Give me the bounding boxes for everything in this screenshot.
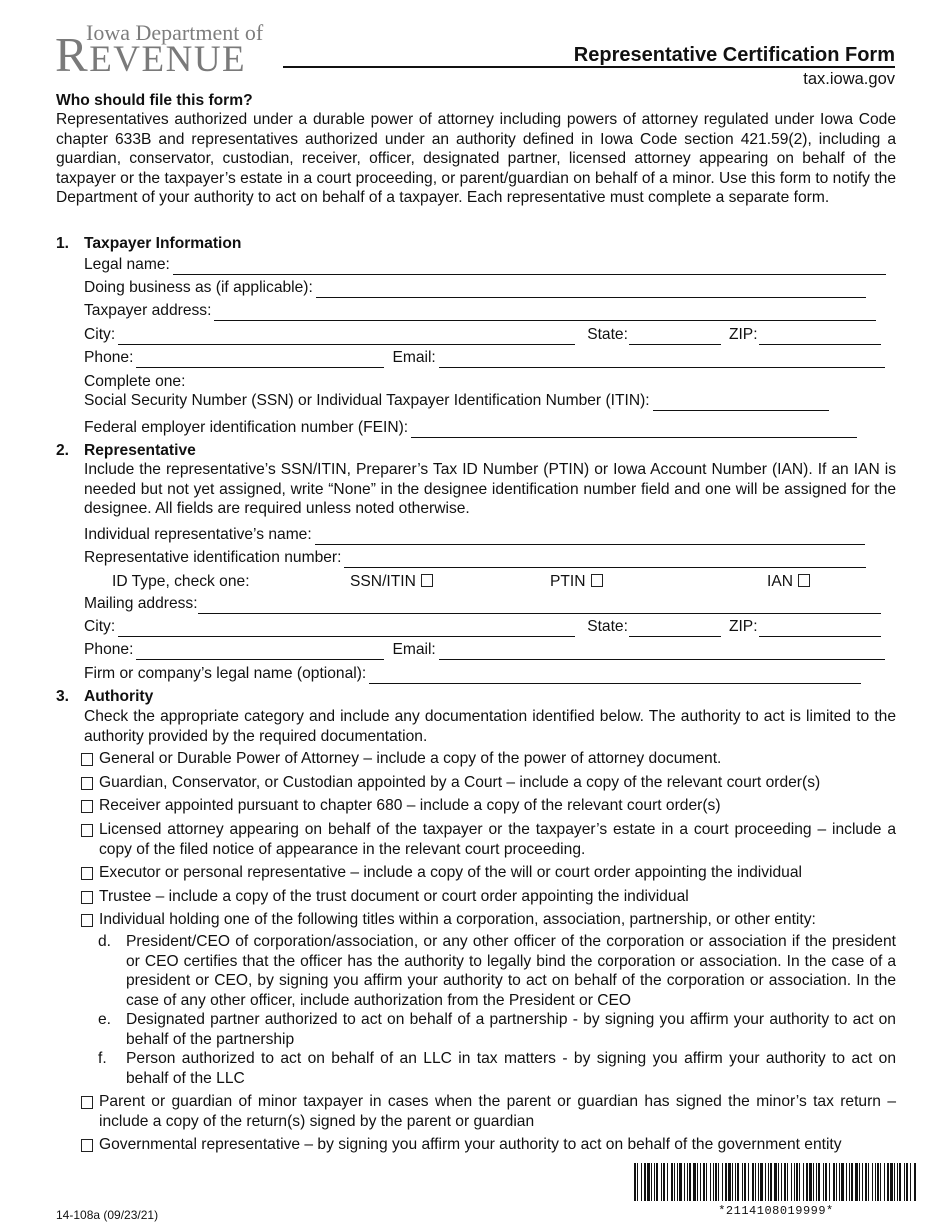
barcode-bar <box>904 1163 905 1201</box>
barcode-bar <box>654 1163 655 1201</box>
barcode-bar <box>803 1163 804 1201</box>
mailing-address-row <box>84 594 881 614</box>
barcode-bar <box>748 1163 749 1201</box>
barcode-bar <box>700 1163 701 1201</box>
checkbox-icon[interactable] <box>81 891 93 904</box>
barcode-bar <box>755 1163 756 1201</box>
ssn-itin-row <box>84 391 829 411</box>
barcode-bar <box>663 1163 665 1201</box>
agency-logo-rest: EVENUE <box>89 39 247 80</box>
barcode-bar <box>859 1163 860 1201</box>
barcode-bar <box>728 1163 731 1201</box>
authority-option-label: Individual holding one of the following titles within a corporation, association, partnership, or other entity: <box>99 911 816 928</box>
barcode-bar <box>849 1163 850 1201</box>
barcode-bar <box>906 1163 908 1201</box>
taxpayer-state-label: State: <box>587 326 628 343</box>
id-type-label: ID Type, check one: <box>112 573 250 590</box>
rep-state-label: State: <box>587 618 628 635</box>
mailing-address-label: Mailing address: <box>84 595 198 612</box>
agency-name-line1: Iowa Department of <box>86 20 264 45</box>
authority-option-parent[interactable] <box>79 1092 896 1131</box>
barcode-bar <box>825 1163 827 1201</box>
barcode-bar <box>671 1163 673 1201</box>
sub-item-e <box>98 1010 896 1049</box>
rep-phone-label: Phone: <box>84 641 134 658</box>
id-option-ssn-itin[interactable] <box>350 572 433 592</box>
barcode-bar <box>816 1163 817 1201</box>
barcode-bar <box>829 1163 830 1201</box>
id-option-ian-label: IAN <box>767 573 793 590</box>
id-option-ptin-label: PTIN <box>550 573 586 590</box>
sub-item-letter: f. <box>98 1050 107 1067</box>
intro-heading: Who should file this form? <box>56 92 253 109</box>
authority-option-label: Governmental representative – by signing you affirm your authority to act on behalf of the government entity <box>99 1136 842 1153</box>
barcode-bar <box>887 1163 889 1201</box>
rep-email-field[interactable] <box>439 644 885 660</box>
fein-label: Federal employer identification number (FEIN): <box>84 419 409 436</box>
taxpayer-state-field[interactable] <box>629 329 721 345</box>
authority-option-officer[interactable] <box>79 910 896 930</box>
authority-option-trustee[interactable] <box>79 887 896 907</box>
rep-id-row <box>84 548 866 568</box>
barcode-bar <box>689 1163 691 1201</box>
mailing-address-field[interactable] <box>198 598 881 614</box>
barcode-bar <box>809 1163 812 1201</box>
barcode-bar <box>914 1163 916 1201</box>
section3-number: 3. <box>56 688 70 705</box>
sub-item-text: President/CEO of corporation/association, or any other officer of the corporation or association if the president or CEO certifies that the officer has the authority to legally bind the corporation or association. In the case of a president or CEO, by signing you affirm your authority to act on behalf of the corporation or association. In the case of any other officer, include authorization from the President or CEO <box>126 933 896 1009</box>
barcode-bar <box>841 1163 844 1201</box>
barcode-bar <box>890 1163 893 1201</box>
checkbox-icon[interactable] <box>81 753 93 766</box>
fein-field[interactable] <box>411 422 857 438</box>
checkbox-icon[interactable] <box>81 824 93 837</box>
authority-option-label: General or Durable Power of Attorney – include a copy of the power of attorney document. <box>99 750 722 767</box>
barcode-bar <box>732 1163 733 1201</box>
barcode-bar <box>846 1163 847 1201</box>
firm-row <box>84 664 861 684</box>
authority-option-label: Receiver appointed pursuant to chapter 680 – include a copy of the relevant court order(s) <box>99 797 721 814</box>
barcode-bar <box>697 1163 698 1201</box>
barcode-bar <box>875 1163 876 1201</box>
barcode-bar <box>806 1163 808 1201</box>
barcode-bar <box>768 1163 769 1201</box>
barcode-bar <box>722 1163 723 1201</box>
authority-option-guardian[interactable] <box>79 773 896 793</box>
barcode-bar <box>725 1163 727 1201</box>
section2-instructions: Include the representative’s SSN/ITIN, Preparer’s Tax ID Number (PTIN) or Iowa Account Number (IAN). If an IAN is needed but not yet assigned, write “None” in the designee identification number field and one will be assigned for the designee. All fields are required unless noted otherwise. <box>84 461 896 517</box>
barcode-bar <box>693 1163 696 1201</box>
checkbox-icon[interactable] <box>591 574 603 587</box>
taxpayer-address-label: Taxpayer address: <box>84 302 212 319</box>
barcode-bar <box>839 1163 840 1201</box>
barcode-number: *2114108019999* <box>718 1204 834 1218</box>
rep-name-label: Individual representative’s name: <box>84 526 312 543</box>
rep-city-label: City: <box>84 618 116 635</box>
barcode-bar <box>799 1163 800 1201</box>
barcode-bar <box>710 1163 711 1201</box>
barcode-bar <box>687 1163 688 1201</box>
barcode-bar <box>744 1163 746 1201</box>
barcode-bar <box>899 1163 901 1201</box>
taxpayer-city-label: City: <box>84 326 116 343</box>
barcode-bar <box>787 1163 788 1201</box>
barcode-bar <box>794 1163 795 1201</box>
rep-city-field[interactable] <box>118 621 575 637</box>
barcode-icon <box>634 1163 917 1201</box>
legal-name-field[interactable] <box>173 259 886 275</box>
barcode-bar <box>910 1163 911 1201</box>
barcode-bar <box>637 1163 638 1201</box>
section3-title: Authority <box>84 688 154 705</box>
barcode-bar <box>894 1163 895 1201</box>
barcode-bar <box>713 1163 714 1201</box>
barcode-bar <box>851 1163 853 1201</box>
sub-item-letter: d. <box>98 933 112 950</box>
barcode-bar <box>796 1163 798 1201</box>
barcode-bar <box>784 1163 786 1201</box>
rep-phone-row <box>84 640 885 660</box>
authority-option-attorney[interactable] <box>79 820 896 859</box>
taxpayer-zip-label: ZIP: <box>728 326 758 343</box>
taxpayer-city-field[interactable] <box>118 329 575 345</box>
barcode-bar <box>703 1163 705 1201</box>
rep-name-field[interactable] <box>315 529 865 545</box>
authority-option-label: Licensed attorney appearing on behalf of the taxpayer or the taxpayer’s estate in a court proceeding – include a copy of the filed notice of appearance in the relevant court proceeding. <box>99 821 896 858</box>
barcode-bar <box>656 1163 658 1201</box>
barcode-bar <box>706 1163 707 1201</box>
rep-email-label: Email: <box>392 641 436 658</box>
section1-number: 1. <box>56 235 70 252</box>
id-option-ptin[interactable] <box>550 572 603 592</box>
sub-item-text: Person authorized to act on behalf of an LLC in tax matters - by signing you affirm your authority to act on behalf of the LLC <box>126 1050 896 1087</box>
sub-item-letter: e. <box>98 1011 112 1028</box>
rep-id-label: Representative identification number: <box>84 549 342 566</box>
taxpayer-email-field[interactable] <box>439 352 885 368</box>
rep-city-row <box>84 617 881 637</box>
rep-zip-field[interactable] <box>759 621 881 637</box>
section2-title: Representative <box>84 442 196 459</box>
barcode-bar <box>791 1163 792 1201</box>
barcode-bar <box>667 1163 668 1201</box>
website: tax.iowa.gov <box>803 70 895 88</box>
checkbox-icon[interactable] <box>421 574 433 587</box>
barcode-bar <box>760 1163 763 1201</box>
barcode-bar <box>855 1163 858 1201</box>
barcode-bar <box>765 1163 766 1201</box>
barcode-bar <box>897 1163 898 1201</box>
agency-logo-initial: R <box>55 27 90 82</box>
checkbox-icon[interactable] <box>81 777 93 790</box>
barcode-bar <box>877 1163 879 1201</box>
section3-instructions: Check the appropriate category and include any documentation identified below. The authority to act is limited to the authority provided by the required documentation. <box>84 708 896 745</box>
authority-option-government[interactable] <box>79 1135 896 1155</box>
taxpayer-city-row <box>84 325 881 345</box>
barcode-bar <box>880 1163 881 1201</box>
barcode-bar <box>823 1163 824 1201</box>
section1-title: Taxpayer Information <box>84 235 242 252</box>
barcode-bar <box>758 1163 759 1201</box>
authority-option-label: Guardian, Conservator, or Custodian appointed by a Court – include a copy of the relevant court order(s) <box>99 774 821 791</box>
firm-field[interactable] <box>369 668 861 684</box>
firm-label: Firm or company’s legal name (optional): <box>84 665 367 682</box>
barcode-bar <box>647 1163 650 1201</box>
dba-label: Doing business as (if applicable): <box>84 279 313 296</box>
taxpayer-phone-field[interactable] <box>136 352 384 368</box>
checkbox-icon[interactable] <box>81 867 93 880</box>
ssn-itin-field[interactable] <box>653 395 829 411</box>
barcode-bar <box>778 1163 779 1201</box>
dba-field[interactable] <box>316 282 866 298</box>
barcode-bar <box>818 1163 820 1201</box>
barcode-bar <box>742 1163 743 1201</box>
barcode-bar <box>684 1163 685 1201</box>
authority-option-poa[interactable] <box>79 749 896 769</box>
barcode-bar <box>677 1163 678 1201</box>
legal-name-label: Legal name: <box>84 256 170 273</box>
checkbox-icon[interactable] <box>798 574 810 587</box>
checkbox-icon[interactable] <box>81 914 93 927</box>
barcode-bar <box>884 1163 885 1201</box>
barcode-bar <box>836 1163 837 1201</box>
taxpayer-phone-label: Phone: <box>84 349 134 366</box>
id-option-ian[interactable] <box>767 572 810 592</box>
barcode-bar <box>644 1163 646 1201</box>
authority-option-label: Trustee – include a copy of the trust document or court order appointing the individual <box>99 888 689 905</box>
barcode-bar <box>833 1163 835 1201</box>
barcode-bar <box>661 1163 662 1201</box>
barcode-bar <box>752 1163 754 1201</box>
id-option-ssn-itin-label: SSN/ITIN <box>350 573 416 590</box>
barcode-bar <box>735 1163 736 1201</box>
form-code: 14-108a (09/23/21) <box>56 1208 159 1222</box>
complete-one-label: Complete one: <box>84 373 186 390</box>
barcode-bar <box>641 1163 642 1201</box>
taxpayer-address-field[interactable] <box>214 305 876 321</box>
sub-item-f <box>98 1049 896 1088</box>
checkbox-icon[interactable] <box>81 800 93 813</box>
rep-zip-label: ZIP: <box>728 618 758 635</box>
sub-item-d <box>98 932 896 1010</box>
rep-phone-field[interactable] <box>136 644 384 660</box>
form-title: Representative Certification Form <box>573 44 895 66</box>
barcode-bar <box>781 1163 782 1201</box>
legal-name-row <box>84 255 886 275</box>
authority-option-label: Parent or guardian of minor taxpayer in cases when the parent or guardian has signed the minor’s tax return – include a copy of the return(s) signed by the parent or guardian <box>99 1093 896 1130</box>
taxpayer-phone-row <box>84 348 885 368</box>
sub-item-text: Designated partner authorized to act on behalf of a partnership - by signing you affirm your authority to act on behalf of the partnership <box>126 1011 896 1048</box>
intro-body: Representatives authorized under a durable power of attorney including powers of attorney regulated under Iowa Code chapter 633B and representatives authorized under an authority defined in Iowa Code section 421.59(2), including a guardian, conservator, custodian, receiver, officer, designated partner, licensed attorney appearing on behalf of the taxpayer or the taxpayer’s estate in a court proceeding, or parent/guardian on behalf of a minor. Use this form to notify the Department of your authority to act on behalf of a taxpayer. Each representative must complete a separate form. <box>56 111 896 206</box>
authority-option-receiver[interactable] <box>79 796 896 816</box>
authority-option-label: Executor or personal representative – include a copy of the will or court order appointing the individual <box>99 864 802 881</box>
rep-name-row <box>84 525 865 545</box>
barcode-bar <box>865 1163 867 1201</box>
barcode-bar <box>862 1163 863 1201</box>
dba-row <box>84 278 866 298</box>
barcode-bar <box>718 1163 719 1201</box>
section2-number: 2. <box>56 442 70 459</box>
barcode-bar <box>674 1163 675 1201</box>
authority-option-executor[interactable] <box>79 863 896 883</box>
taxpayer-zip-field[interactable] <box>759 329 881 345</box>
barcode-bar <box>715 1163 717 1201</box>
barcode-bar <box>634 1163 636 1201</box>
barcode-bar <box>813 1163 814 1201</box>
taxpayer-address-row <box>84 301 876 321</box>
barcode-bar <box>774 1163 777 1201</box>
rep-id-field[interactable] <box>344 552 866 568</box>
barcode-bar <box>770 1163 772 1201</box>
ssn-itin-label: Social Security Number (SSN) or Individual Taxpayer Identification Number (ITIN): <box>84 392 650 409</box>
checkbox-icon[interactable] <box>81 1139 93 1152</box>
barcode-bar <box>679 1163 682 1201</box>
barcode-bar <box>868 1163 869 1201</box>
barcode-bar <box>872 1163 873 1201</box>
barcode-bar <box>737 1163 739 1201</box>
fein-row <box>84 418 857 438</box>
taxpayer-email-label: Email: <box>392 349 436 366</box>
rep-state-field[interactable] <box>629 621 721 637</box>
barcode-bar <box>651 1163 652 1201</box>
checkbox-icon[interactable] <box>81 1096 93 1109</box>
